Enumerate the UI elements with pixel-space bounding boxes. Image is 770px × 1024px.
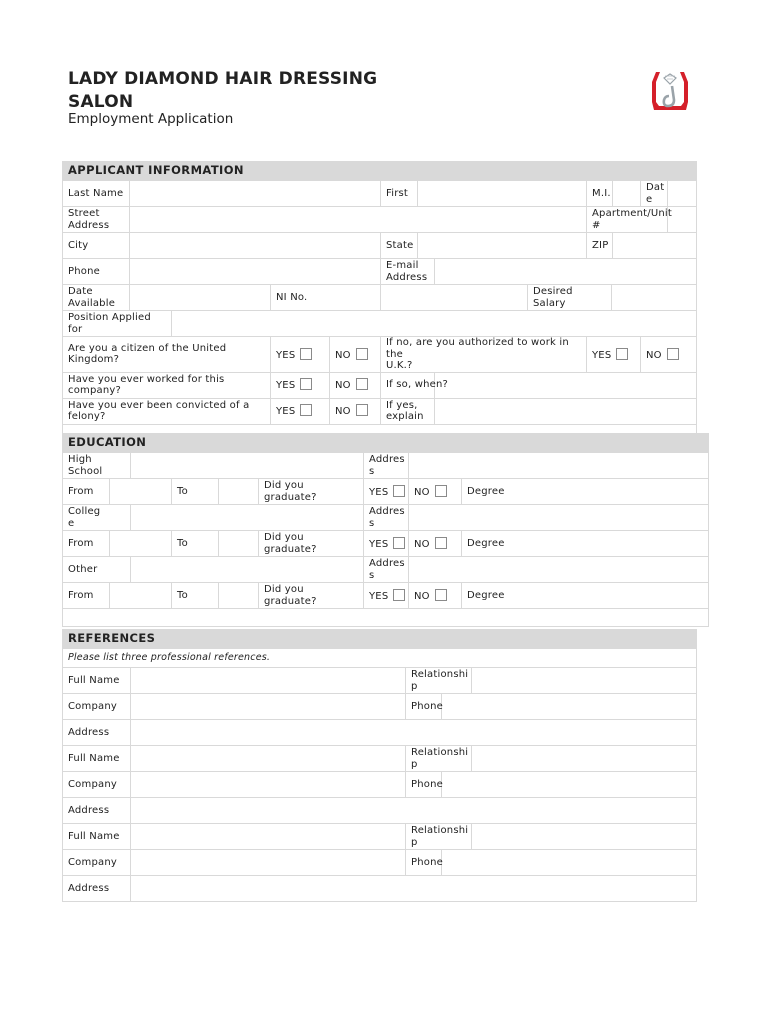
ref3-full-name-label: Full Name bbox=[63, 824, 131, 850]
other-address-label: Addres s bbox=[364, 557, 409, 583]
education-heading: EDUCATION bbox=[63, 434, 709, 453]
ref1-address-field[interactable] bbox=[131, 720, 697, 746]
graduate-question: Did you graduate? bbox=[259, 531, 364, 557]
ref3-relationship-label: Relationshi p bbox=[406, 824, 472, 850]
checkbox-icon[interactable] bbox=[435, 589, 447, 601]
college-grad-no[interactable]: NO bbox=[409, 531, 462, 557]
to-label: To bbox=[172, 479, 219, 505]
references-note: Please list three professional references. bbox=[63, 649, 697, 668]
date-label: Dat e bbox=[641, 181, 668, 207]
ref1-phone-field[interactable] bbox=[442, 694, 697, 720]
ref3-full-name-field[interactable] bbox=[131, 824, 406, 850]
ref3-phone-field[interactable] bbox=[442, 850, 697, 876]
to-label: To bbox=[172, 583, 219, 609]
felony-question: Have you ever been convicted of a felony? bbox=[63, 398, 271, 424]
checkbox-icon[interactable] bbox=[356, 348, 368, 360]
ref1-address-label: Address bbox=[63, 720, 131, 746]
high-school-field[interactable] bbox=[131, 453, 364, 479]
if-so-when-label: If so, when? bbox=[381, 372, 435, 398]
graduate-question: Did you graduate? bbox=[259, 583, 364, 609]
other-from-field[interactable] bbox=[110, 583, 172, 609]
high-school-label: High School bbox=[63, 453, 131, 479]
other-grad-yes[interactable]: YES bbox=[364, 583, 409, 609]
college-degree[interactable]: Degree bbox=[462, 531, 709, 557]
high-school-address-label: Addres s bbox=[364, 453, 409, 479]
salon-logo-icon bbox=[650, 70, 690, 112]
ref2-full-name-label: Full Name bbox=[63, 746, 131, 772]
ref2-phone-field[interactable] bbox=[442, 772, 697, 798]
form-title bbox=[68, 68, 408, 114]
ref3-phone-label: Phone bbox=[406, 850, 442, 876]
other-degree[interactable]: Degree bbox=[462, 583, 709, 609]
citizen-question: Are you a citizen of the United Kingdom? bbox=[63, 337, 271, 373]
checkbox-icon[interactable] bbox=[667, 348, 679, 360]
first-name-label: First bbox=[381, 181, 418, 207]
ref1-company-field[interactable] bbox=[131, 694, 406, 720]
city-field[interactable] bbox=[130, 233, 381, 259]
date-available-label: Date Available bbox=[63, 285, 130, 311]
ni-number-field[interactable] bbox=[381, 285, 528, 311]
college-field[interactable] bbox=[131, 505, 364, 531]
checkbox-icon[interactable] bbox=[393, 537, 405, 549]
ref3-company-label: Company bbox=[63, 850, 131, 876]
spacer-row bbox=[63, 609, 709, 627]
form-title-line2: SALON bbox=[68, 92, 134, 112]
email-field[interactable] bbox=[435, 259, 697, 285]
other-to-field[interactable] bbox=[219, 583, 259, 609]
ref2-full-name-field[interactable] bbox=[131, 746, 406, 772]
authorized-question: If no, are you authorized to work in the U.K.? bbox=[381, 337, 587, 373]
applicant-section bbox=[62, 161, 696, 443]
from-label: From bbox=[63, 479, 110, 505]
mi-label: M.I. bbox=[587, 181, 613, 207]
checkbox-icon[interactable] bbox=[300, 404, 312, 416]
zip-label: ZIP bbox=[587, 233, 613, 259]
worked-question: Have you ever worked for this company? bbox=[63, 372, 271, 398]
education-section bbox=[62, 433, 696, 627]
email-label: E-mail Address bbox=[381, 259, 435, 285]
checkbox-icon[interactable] bbox=[393, 485, 405, 497]
ref1-full-name-label: Full Name bbox=[63, 668, 131, 694]
date-field[interactable] bbox=[668, 181, 697, 207]
ref1-relationship-field[interactable] bbox=[472, 668, 697, 694]
college-address-label: Addres s bbox=[364, 505, 409, 531]
checkbox-icon[interactable] bbox=[356, 404, 368, 416]
checkbox-icon[interactable] bbox=[616, 348, 628, 360]
desired-salary-label: Desired Salary bbox=[528, 285, 612, 311]
explain-label: If yes, explain bbox=[381, 398, 435, 424]
college-from-field[interactable] bbox=[110, 531, 172, 557]
checkbox-icon[interactable] bbox=[435, 485, 447, 497]
ref2-address-field[interactable] bbox=[131, 798, 697, 824]
form-subtitle: Employment Application bbox=[68, 111, 234, 127]
last-name-label: Last Name bbox=[63, 181, 130, 207]
college-address-field[interactable] bbox=[409, 505, 709, 531]
high-school-from-field[interactable] bbox=[110, 479, 172, 505]
ref1-relationship-label: Relationshi p bbox=[406, 668, 472, 694]
street-address-label: Street Address bbox=[63, 207, 130, 233]
from-label: From bbox=[63, 583, 110, 609]
ref2-company-field[interactable] bbox=[131, 772, 406, 798]
other-school-field[interactable] bbox=[131, 557, 364, 583]
desired-salary-field[interactable] bbox=[612, 285, 697, 311]
phone-field[interactable] bbox=[130, 259, 381, 285]
ref2-relationship-field[interactable] bbox=[472, 746, 697, 772]
last-name-field[interactable] bbox=[130, 181, 381, 207]
checkbox-icon[interactable] bbox=[300, 378, 312, 390]
date-available-field[interactable] bbox=[130, 285, 271, 311]
ref1-full-name-field[interactable] bbox=[131, 668, 406, 694]
ref2-relationship-label: Relationshi p bbox=[406, 746, 472, 772]
high-school-degree[interactable]: Degree bbox=[462, 479, 709, 505]
worked-yes[interactable]: YES bbox=[271, 372, 330, 398]
citizen-yes[interactable]: YES bbox=[271, 337, 330, 373]
references-heading: REFERENCES bbox=[63, 630, 697, 649]
ref2-company-label: Company bbox=[63, 772, 131, 798]
to-label: To bbox=[172, 531, 219, 557]
high-school-address-field[interactable] bbox=[409, 453, 709, 479]
felony-no[interactable]: NO bbox=[330, 398, 381, 424]
authorized-yes[interactable]: YES bbox=[587, 337, 641, 373]
from-label: From bbox=[63, 531, 110, 557]
first-name-field[interactable] bbox=[418, 181, 587, 207]
position-applied-label: Position Applied for bbox=[63, 311, 172, 337]
worked-no[interactable]: NO bbox=[330, 372, 381, 398]
ref2-address-label: Address bbox=[63, 798, 131, 824]
ref3-address-label: Address bbox=[63, 876, 131, 902]
city-label: City bbox=[63, 233, 130, 259]
phone-label: Phone bbox=[63, 259, 130, 285]
explain-field[interactable] bbox=[435, 398, 697, 424]
ref1-phone-label: Phone bbox=[406, 694, 442, 720]
high-school-grad-yes[interactable]: YES bbox=[364, 479, 409, 505]
checkbox-icon[interactable] bbox=[393, 589, 405, 601]
high-school-to-field[interactable] bbox=[219, 479, 259, 505]
mi-field[interactable] bbox=[613, 181, 641, 207]
college-grad-yes[interactable]: YES bbox=[364, 531, 409, 557]
ref3-address-field[interactable] bbox=[131, 876, 697, 902]
applicant-heading: APPLICANT INFORMATION bbox=[63, 162, 697, 181]
form-title-line1: LADY DIAMOND HAIR DRESSING bbox=[68, 69, 378, 89]
position-applied-field[interactable] bbox=[172, 311, 697, 337]
citizen-no[interactable]: NO bbox=[330, 337, 381, 373]
college-to-field[interactable] bbox=[219, 531, 259, 557]
references-section bbox=[62, 629, 696, 902]
checkbox-icon[interactable] bbox=[356, 378, 368, 390]
ref3-relationship-field[interactable] bbox=[472, 824, 697, 850]
apartment-label: Apartment/Unit # bbox=[587, 207, 668, 233]
if-so-when-field[interactable] bbox=[435, 372, 697, 398]
other-grad-no[interactable]: NO bbox=[409, 583, 462, 609]
high-school-grad-no[interactable]: NO bbox=[409, 479, 462, 505]
ref1-company-label: Company bbox=[63, 694, 131, 720]
zip-field[interactable] bbox=[613, 233, 697, 259]
street-address-field[interactable] bbox=[130, 207, 587, 233]
other-school-label: Other bbox=[63, 557, 131, 583]
state-label: State bbox=[381, 233, 418, 259]
checkbox-icon[interactable] bbox=[435, 537, 447, 549]
other-address-field[interactable] bbox=[409, 557, 709, 583]
felony-yes[interactable]: YES bbox=[271, 398, 330, 424]
authorized-no[interactable]: NO bbox=[641, 337, 697, 373]
checkbox-icon[interactable] bbox=[300, 348, 312, 360]
ref2-phone-label: Phone bbox=[406, 772, 442, 798]
state-field[interactable] bbox=[418, 233, 587, 259]
graduate-question: Did you graduate? bbox=[259, 479, 364, 505]
college-label: Colleg e bbox=[63, 505, 131, 531]
ref3-company-field[interactable] bbox=[131, 850, 406, 876]
ni-number-label: NI No. bbox=[271, 285, 381, 311]
